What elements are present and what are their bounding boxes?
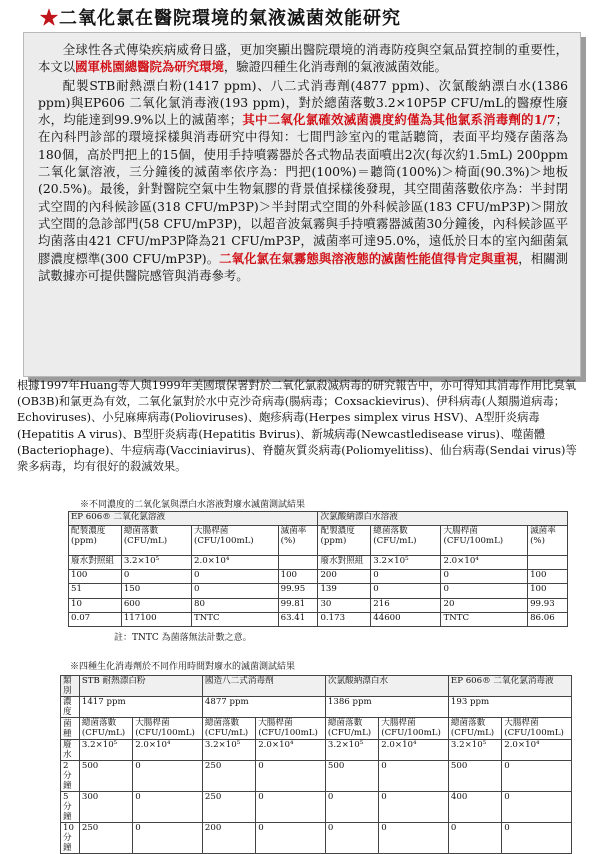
table-row — [69, 570, 568, 584]
table-cell: 2.0×10⁴ — [441, 556, 528, 570]
column-header: 大腸桿菌(CFU/100mL) — [379, 718, 449, 740]
column-header: 大腸桿菌(CFU/100mL) — [441, 526, 528, 556]
page-title — [40, 4, 401, 30]
table-cell: 0 — [256, 792, 326, 823]
table1-right-title: 次氯酸納漂白水溶液 — [318, 512, 568, 526]
highlight-text: 其中二氧化氯確效滅菌濃度約僅為其他氯系消毒劑的1/7 — [242, 112, 556, 128]
column-header: 總菌落數(CFU/mL) — [121, 526, 191, 556]
highlight-text: 國軍桃園總醫院為研究環境 — [75, 59, 224, 75]
table-cell: 193 ppm — [448, 697, 571, 718]
table-cell: 2.0×10⁴ — [256, 740, 326, 761]
table-cell: 國造八二式消毒劑 — [202, 676, 325, 697]
table-cell: 0.173 — [318, 612, 371, 626]
virus-paragraph: 根據1997年Huang等人與1999年美國環保署對於二氧化氯殺滅病毒的研究報告中，亦可得知其消毒作用比臭氧(OB3B)和氯更為有效，二氧化氯對於水中克沙奇病毒(腸病毒；Coxsackievirus)、伊科病毒(人類腸道病毒；Echoviruses)、小兒麻痺病毒(Polioviruses)、皰疹病毒(Herpes simplex virus HSV)、A型肝炎病毒(Hepatitis A virus)、B型肝炎病毒(Hepatitis Bvirus)、新城病毒(Newcastledisease virus)、噬菌體(Bacteriophage)、牛痘病毒(Vacciniavirus)、脊髓灰質炎病毒(Poliomyelitiss)、仙台病毒(Sendai virus)等衆多病毒，均有很好的殺滅效果。 — [17, 379, 577, 474]
table-cell: 30 — [318, 598, 371, 612]
table-cell: 2.0×10⁴ — [192, 556, 279, 570]
table2-caption: ※四種生化消毒劑於不同作用時間對廢水的滅菌測試結果 — [70, 662, 296, 672]
table-cell: 51 — [69, 584, 122, 598]
star-icon: ★ — [40, 8, 59, 29]
table-cell: 2 分鐘 — [61, 761, 80, 792]
table-cell: 1417 ppm — [79, 697, 202, 718]
table1-header-row — [69, 526, 568, 556]
table-cell: 200 — [202, 823, 255, 854]
table-cell: 99.81 — [278, 598, 318, 612]
table-row — [61, 823, 572, 854]
table-cell: 0 — [133, 761, 203, 792]
table-cell: 0 — [325, 792, 378, 823]
table-cell: 3.2×10⁵ — [202, 740, 255, 761]
table-cell: EP 606® 二氧化氯消毒液 — [448, 676, 571, 697]
column-header: 滅菌率(%) — [528, 526, 568, 556]
column-header: 總菌落數(CFU/mL) — [79, 718, 132, 740]
table-cell: 216 — [371, 598, 441, 612]
table-cell: 250 — [202, 792, 255, 823]
table-cell: 0 — [325, 823, 378, 854]
table-cell: 0 — [379, 823, 449, 854]
table-cell: 250 — [202, 761, 255, 792]
title-text: 二氧化氯在醫院環境的氣液滅菌效能研究 — [59, 8, 401, 29]
column-header: 總菌落數(CFU/mL) — [371, 526, 441, 556]
table-row — [69, 598, 568, 612]
text-span: 配製STB耐熱漂白粉(1417 ppm)、八二式消毒劑(4877 ppm)、次氯酸納漂白水(1386 ppm)與EP606 二氧化氯消毒液(193 ppm)，對於總菌落數3.2×10P5P CFU/mL的醫療性廢水，均能達到99.9%以上的滅菌率； — [38, 77, 568, 128]
table-cell: 200 — [318, 570, 371, 584]
table-cell: 0 — [133, 792, 203, 823]
table-cell: 63.41 — [278, 612, 318, 626]
table-cell: 4877 ppm — [202, 697, 325, 718]
table-1 — [68, 511, 568, 627]
table-cell: 2.0×10⁴ — [379, 740, 449, 761]
table-cell: 100 — [69, 570, 122, 584]
table-cell: 0 — [133, 823, 203, 854]
abstract-paragraph-1 — [24, 33, 580, 76]
table-cell: 3.2×10⁵ — [325, 740, 378, 761]
table-cell: 0 — [256, 761, 326, 792]
table-cell: 0 — [502, 823, 572, 854]
text-span: ，相關測試數據亦可提供醫院感管與消毒參考。 — [38, 250, 569, 283]
table-cell: 400 — [448, 792, 501, 823]
table-cell: 150 — [121, 584, 191, 598]
table-cell: 0 — [256, 823, 326, 854]
table-cell: 80 — [192, 598, 279, 612]
table-row — [69, 556, 568, 570]
table-cell: 0 — [371, 584, 441, 598]
table-cell: 濃度 — [61, 697, 80, 718]
table-cell: 5 分鐘 — [61, 792, 80, 823]
table-cell: TNTC — [441, 612, 528, 626]
table-row — [61, 792, 572, 823]
table-cell: 99.95 — [278, 584, 318, 598]
column-header: 總菌落數(CFU/mL) — [448, 718, 501, 740]
table-cell: 3.2×10⁵ — [121, 556, 191, 570]
table-cell: 0 — [371, 570, 441, 584]
table-cell: 600 — [121, 598, 191, 612]
table-cell: 117100 — [121, 612, 191, 626]
table-cell: 0 — [448, 823, 501, 854]
table-cell: 500 — [448, 761, 501, 792]
table-row — [61, 761, 572, 792]
table-cell: 廢水對照組 — [318, 556, 371, 570]
table-cell: 86.06 — [528, 612, 568, 626]
table-cell: 1386 ppm — [325, 697, 448, 718]
text-span: ，驗證四種生化消毒劑的氣液滅菌效能。 — [223, 59, 447, 75]
table2-group-row — [61, 676, 572, 697]
table-cell: 3.2×10⁵ — [371, 556, 441, 570]
table-cell: 0 — [192, 570, 279, 584]
text-span: ；在內科門診部的環境採樣與消毒研究中得知：七間門診室內的電話聽筒，表面平均殘存菌落為180個，高於門把上的15個，使用手持噴霧器於各式物品表面噴出2次(每次約1.5mL) 200ppm二氧化氯溶液，三分鐘後的滅菌率依序為：門把(100%)＝聽筒(100%)＞椅面(90.3%)＞地板(20.5%)。最後，針對醫院空氣中生物氣膠的背景值採樣後發現，其空間菌落數依序為：半封閉式空間的內科候診區(318 CFU/mP3P)＞半封閉式空間的外科候診區(183 CFU/mP3P)＞開放式空間的急診部門(58 CFU/mP3P)，以超音波氣霧與手持噴霧器滅菌30分鐘後，內科候診區平均菌落由421 CFU/mP3P降為21 CFU/mP3P，滅菌率可達95.0%，遠低於日本的室內細菌氣膠濃度標準(300 CFU/mP3P)。 — [38, 112, 568, 266]
table-cell — [528, 556, 568, 570]
column-header: 配製濃度(ppm) — [318, 526, 371, 556]
table-cell: 100 — [528, 584, 568, 598]
table1-caption: ※不同濃度的二氧化氯與漂白水溶液對廢水滅菌測試結果 — [80, 500, 306, 510]
abstract-box — [23, 32, 581, 377]
table-cell: 10 分鐘 — [61, 823, 80, 854]
table-row — [69, 612, 568, 626]
table1-left-title: EP 606® 二氧化氯溶液 — [69, 512, 318, 526]
table-cell: 0 — [379, 761, 449, 792]
column-header: 大腸桿菌(CFU/100mL) — [133, 718, 203, 740]
column-header: 總菌落數(CFU/mL) — [202, 718, 255, 740]
table-cell: 0 — [502, 761, 572, 792]
table-cell: 500 — [79, 761, 132, 792]
column-header: 配製濃度(ppm) — [69, 526, 122, 556]
table-cell: 10 — [69, 598, 122, 612]
table-cell: 100 — [528, 570, 568, 584]
table-row — [61, 740, 572, 761]
table-cell: 100 — [278, 570, 318, 584]
table2-header-row — [61, 718, 572, 740]
table-cell: 20 — [441, 598, 528, 612]
table-2 — [60, 675, 572, 854]
table-cell: 2.0×10⁴ — [502, 740, 572, 761]
table1-note: 註：TNTC 為菌落無法計數之意。 — [114, 633, 252, 643]
table-cell: 500 — [325, 761, 378, 792]
table-cell: 廢水對照組 — [69, 556, 122, 570]
table-row — [69, 584, 568, 598]
table-cell: 0 — [502, 792, 572, 823]
table-cell: 0 — [441, 570, 528, 584]
table-cell: 139 — [318, 584, 371, 598]
table-cell: 250 — [79, 823, 132, 854]
column-header: 大腸桿菌(CFU/100mL) — [192, 526, 279, 556]
table-cell: 300 — [79, 792, 132, 823]
column-header: 大腸桿菌(CFU/100mL) — [502, 718, 572, 740]
table-cell — [278, 556, 318, 570]
abstract-paragraph-2 — [24, 76, 580, 285]
column-header: 總菌落數(CFU/mL) — [325, 718, 378, 740]
text-span: 全球性各式傳染疾病威脅日盛，更加突顯出醫院環境的消毒防疫與空氣品質控制的重要性，本文以 — [38, 42, 568, 75]
table-cell: 廢水 — [61, 740, 80, 761]
table-cell: 0 — [441, 584, 528, 598]
table-cell: 次氯酸納漂白水 — [325, 676, 448, 697]
table2-conc-row — [61, 697, 572, 718]
table-cell: 2.0×10⁴ — [133, 740, 203, 761]
table-cell: 0.07 — [69, 612, 122, 626]
table-cell: 類別 — [61, 676, 80, 697]
table-cell: 0 — [192, 584, 279, 598]
table-cell: 菌種 — [61, 718, 80, 740]
highlight-text: 二氧化氯在氣霧態與溶液態的滅菌性能值得肯定與重視 — [219, 250, 519, 266]
table-cell: 3.2×10⁵ — [448, 740, 501, 761]
table-cell: 0 — [379, 792, 449, 823]
table-cell: 3.2×10⁵ — [79, 740, 132, 761]
table-cell: 99.93 — [528, 598, 568, 612]
column-header: 滅菌率(%) — [278, 526, 318, 556]
table-cell: STB 耐熱漂白粉 — [79, 676, 202, 697]
column-header: 大腸桿菌(CFU/100mL) — [256, 718, 326, 740]
table-cell: 0 — [121, 570, 191, 584]
table-cell: 44600 — [371, 612, 441, 626]
table-cell: TNTC — [192, 612, 279, 626]
